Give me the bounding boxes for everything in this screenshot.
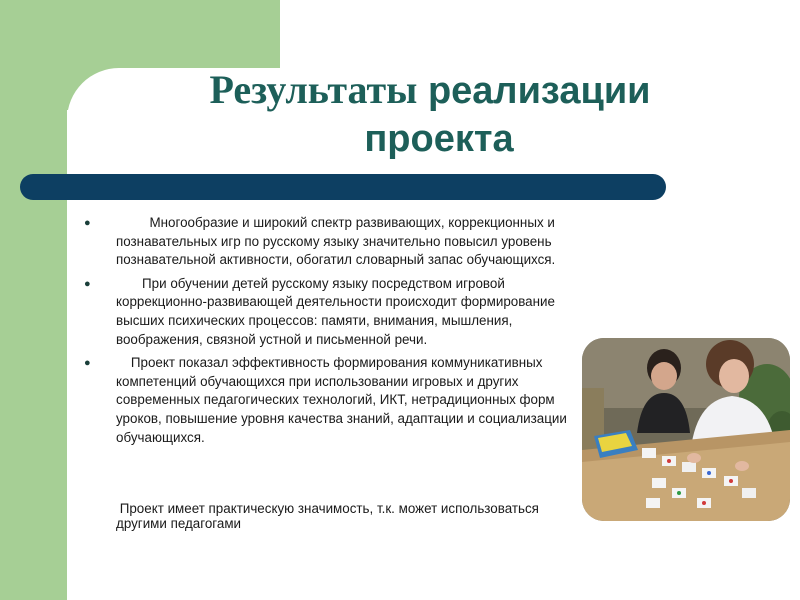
bullet-item-2 <box>84 275 569 349</box>
bullet-text-1: Многообразие и широкий спектр развивающих, коррекционных и познавательных игр по русскому языку значительно повысил уровень познавательной активности, обогатил словарный запас обучающихся. <box>116 215 559 268</box>
bullet-item-1 <box>84 214 569 270</box>
bullet-dot-icon: ● <box>84 217 91 229</box>
title-divider-bar <box>20 174 666 200</box>
decor-green-left <box>0 0 67 600</box>
bullet-item-3 <box>84 354 569 447</box>
closing-paragraph: Проект имеет практическую значимость, т.к. может использоваться другими педагогами <box>116 501 543 531</box>
bullet-dot-icon: ● <box>84 357 91 370</box>
classroom-photo <box>582 338 790 521</box>
title-word-2: реализации <box>427 70 651 112</box>
bullet-text-3: Проект показал эффективность формирования коммуникативных компетенций обучающихся при использовании игровых и других современных педагогических технологий, ИКТ, нетрадиционных форм уроков, повышение уровня качества знаний, адаптации и социализации обучающихся. <box>116 355 571 445</box>
slide-title <box>130 66 730 163</box>
title-word-1: Результаты <box>209 67 418 112</box>
bullet-list <box>84 214 569 452</box>
bullet-text-2: При обучении детей русскому языку посредством игровой коррекционно-развивающей деятельности происходит формирование высших психических процессов: памяти, внимания, мышления, воображения, связной устной и письменной речи. <box>116 275 559 347</box>
bullet-dot-icon: ● <box>84 277 91 290</box>
title-line-2: проекта <box>364 118 514 160</box>
